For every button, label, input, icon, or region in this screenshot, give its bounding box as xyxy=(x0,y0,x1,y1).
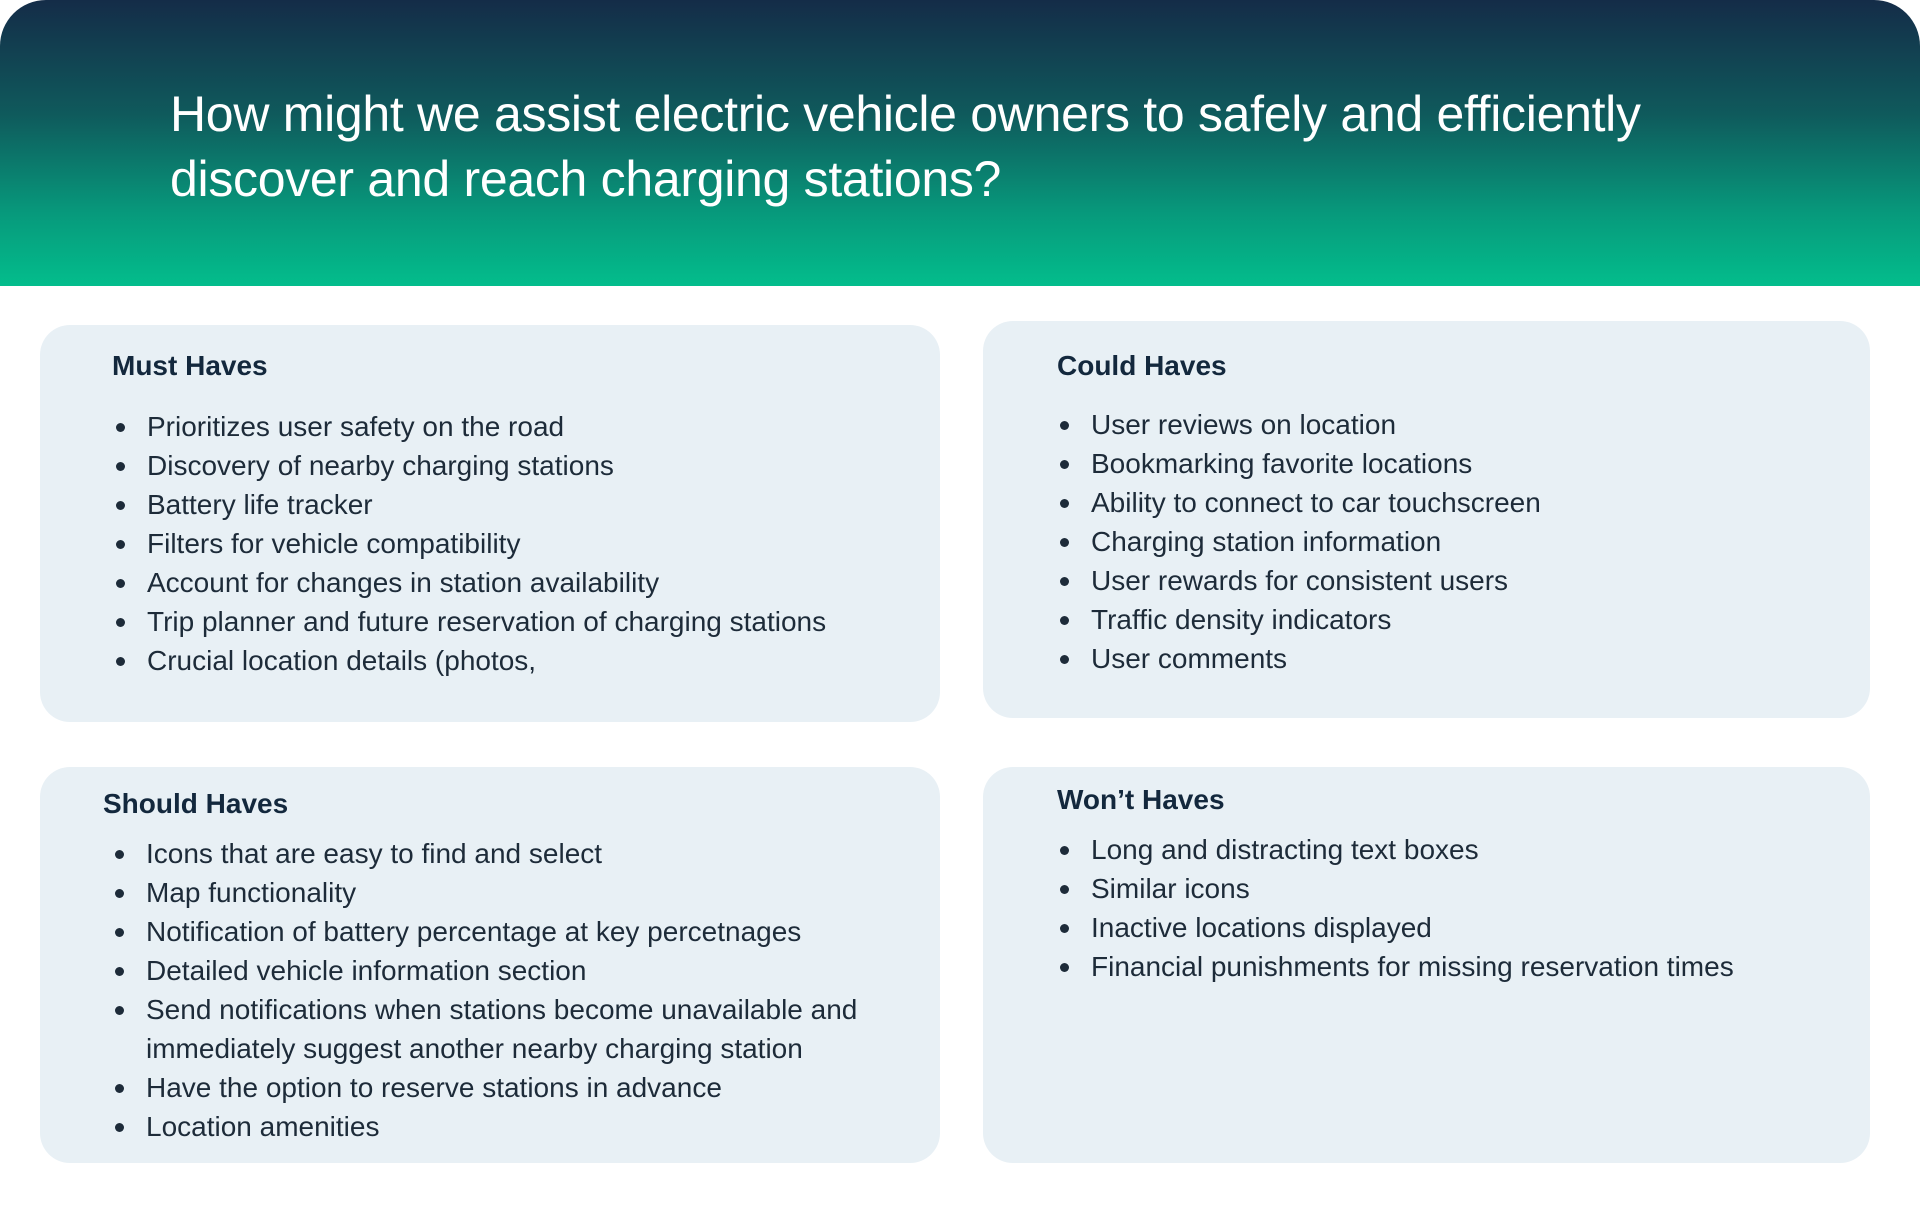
list-item: Location amenities xyxy=(113,1107,903,1146)
page-title: How might we assist electric vehicle owners to safely and efficiently discover and reach charging stations? xyxy=(170,86,1641,207)
wont-haves-card xyxy=(983,767,1870,1163)
list-item: Map functionality xyxy=(113,873,903,912)
list-item: Prioritizes user safety on the road xyxy=(114,407,914,446)
list-item: Filters for vehicle compatibility xyxy=(114,524,914,563)
list-item: Account for changes in station availability xyxy=(114,563,914,602)
should-haves-title: Should Haves xyxy=(103,788,289,819)
list-item: Detailed vehicle information section xyxy=(113,951,903,990)
list-item: Charging station information xyxy=(1058,522,1848,561)
list-item: User reviews on location xyxy=(1058,405,1848,444)
list-item: Battery life tracker xyxy=(114,485,914,524)
should-haves-card xyxy=(40,767,940,1163)
list-item: Similar icons xyxy=(1058,869,1848,908)
header-banner xyxy=(0,0,1920,286)
list-item: Traffic density indicators xyxy=(1058,600,1848,639)
could-haves-title: Could Haves xyxy=(1057,350,1227,381)
list-item: User comments xyxy=(1058,639,1848,678)
could-haves-list xyxy=(1058,405,1848,678)
list-item: Bookmarking favorite locations xyxy=(1058,444,1848,483)
wont-haves-title: Won’t Haves xyxy=(1057,784,1225,815)
must-haves-list xyxy=(114,407,914,680)
must-haves-card xyxy=(40,325,940,722)
list-item: Crucial location details (photos, xyxy=(114,641,914,680)
list-item: Notification of battery percentage at key percetnages xyxy=(113,912,903,951)
list-item: User rewards for consistent users xyxy=(1058,561,1848,600)
list-item: Icons that are easy to find and select xyxy=(113,834,903,873)
list-item: Long and distracting text boxes xyxy=(1058,830,1848,869)
list-item: Send notifications when stations become unavailable and immediately suggest another nearby charging station xyxy=(113,990,903,1068)
must-haves-title: Must Haves xyxy=(112,350,268,381)
list-item: Trip planner and future reservation of charging stations xyxy=(114,602,914,641)
list-item: Financial punishments for missing reservation times xyxy=(1058,947,1848,986)
list-item: Inactive locations displayed xyxy=(1058,908,1848,947)
list-item: Have the option to reserve stations in advance xyxy=(113,1068,903,1107)
should-haves-list xyxy=(113,834,903,1146)
wont-haves-list xyxy=(1058,830,1848,986)
list-item: Ability to connect to car touchscreen xyxy=(1058,483,1848,522)
could-haves-card xyxy=(983,321,1870,718)
list-item: Discovery of nearby charging stations xyxy=(114,446,914,485)
